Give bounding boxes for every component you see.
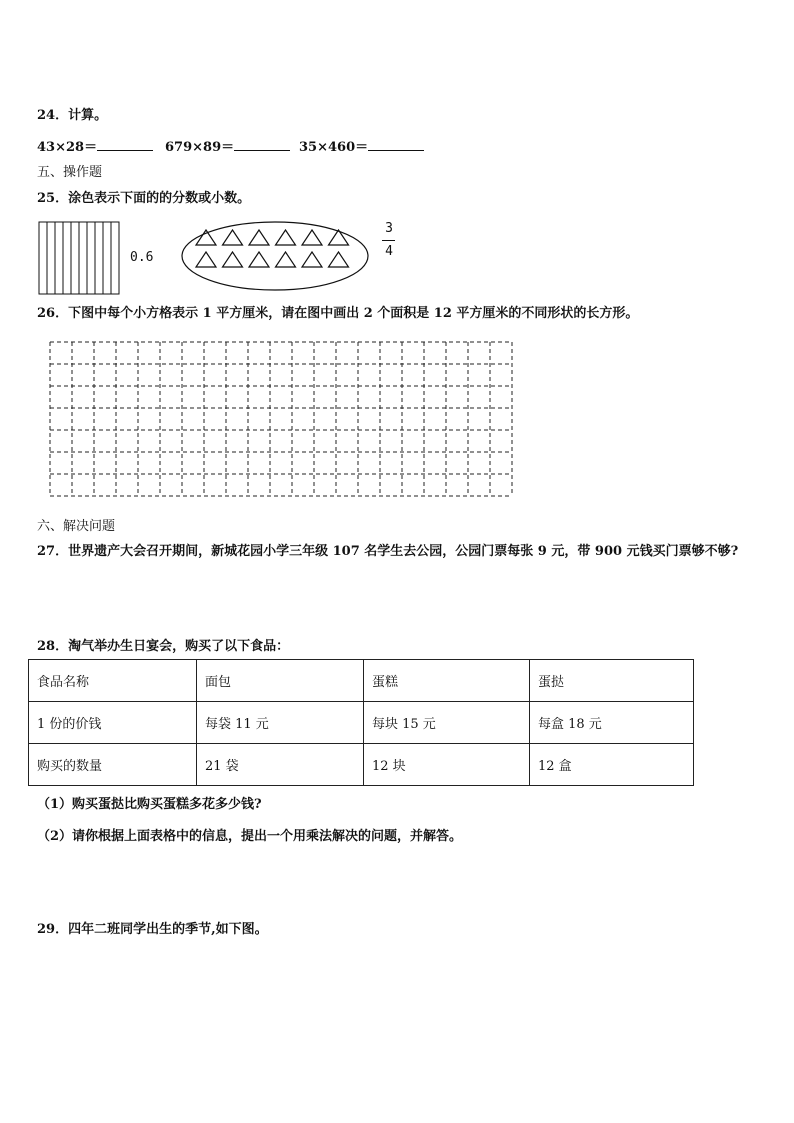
q28-title: 28．淘气举办生日宴会，购买了以下食品： [37,639,290,654]
triangle-shape[interactable] [196,230,216,245]
fraction-bar [382,240,395,241]
q24-calc-3 [299,136,424,155]
table-cell: 每盒 18 元 [530,702,694,744]
food-table [28,659,694,786]
q24-title: 24．计算。 [37,108,108,123]
table-cell: 12 盒 [530,744,694,786]
dotted-grid[interactable] [48,340,516,498]
triangle-shape[interactable] [329,252,349,267]
q28-sub-question-1: （1）购买蛋挞比购买蛋糕多花多少钱? [37,797,262,812]
triangle-ellipse[interactable] [180,220,370,292]
decimal-label: 0.6 [130,250,154,265]
table-cell: 食品名称 [29,660,197,702]
q24-calc-2 [165,136,290,155]
answer-blank-3[interactable] [368,138,424,151]
table-cell: 每袋 11 元 [197,702,364,744]
table-cell: 购买的数量 [29,744,197,786]
answer-blank-2[interactable] [234,138,290,151]
triangle-shape[interactable] [223,230,243,245]
q24-expr-2: 679×89＝ [165,140,235,155]
table-cell: 12 块 [364,744,530,786]
triangle-shape[interactable] [276,230,296,245]
table-cell: 面包 [197,660,364,702]
triangle-shape[interactable] [276,252,296,267]
triangle-shape[interactable] [302,230,322,245]
table-row [29,744,694,786]
fraction-numerator: 3 [385,221,393,236]
q27-title: 27．世界遗产大会召开期间，新城花园小学三年级 107 名学生去公园，公园门票每张 9 元，带 900 元钱买门票够不够? [37,544,739,559]
triangle-group [196,230,349,267]
q24-calc-1 [37,136,153,155]
table-cell: 21 袋 [197,744,364,786]
triangle-shape[interactable] [329,230,349,245]
q26-title: 26．下图中每个小方格表示 1 平方厘米，请在图中画出 2 个面积是 12 平方厘米的不同形状的长方形。 [37,306,639,321]
table-row [29,660,694,702]
triangle-shape[interactable] [196,252,216,267]
table-cell: 蛋糕 [364,660,530,702]
q29-title: 29．四年二班同学出生的季节,如下图。 [37,922,268,937]
grid-lines [50,342,512,496]
triangle-shape[interactable] [223,252,243,267]
q24-expr-1: 43×28＝ [37,140,98,155]
table-cell: 每块 15 元 [364,702,530,744]
section-6-heading: 六、解决问题 [37,519,116,534]
stripe-lines [47,222,111,294]
triangle-shape[interactable] [302,252,322,267]
striped-rectangle[interactable] [38,221,120,295]
fraction-denominator: 4 [385,244,393,259]
table-cell: 蛋挞 [530,660,694,702]
q28-sub-question-2: （2）请你根据上面表格中的信息，提出一个用乘法解决的问题，并解答。 [37,829,463,844]
q25-title: 25．涂色表示下面的的分数或小数。 [37,191,251,206]
q24-expr-3: 35×460＝ [299,140,369,155]
triangle-shape[interactable] [249,230,269,245]
section-5-heading: 五、操作题 [37,165,103,180]
answer-blank-1[interactable] [97,138,153,151]
table-cell: 1 份的价钱 [29,702,197,744]
triangle-shape[interactable] [249,252,269,267]
table-row [29,702,694,744]
